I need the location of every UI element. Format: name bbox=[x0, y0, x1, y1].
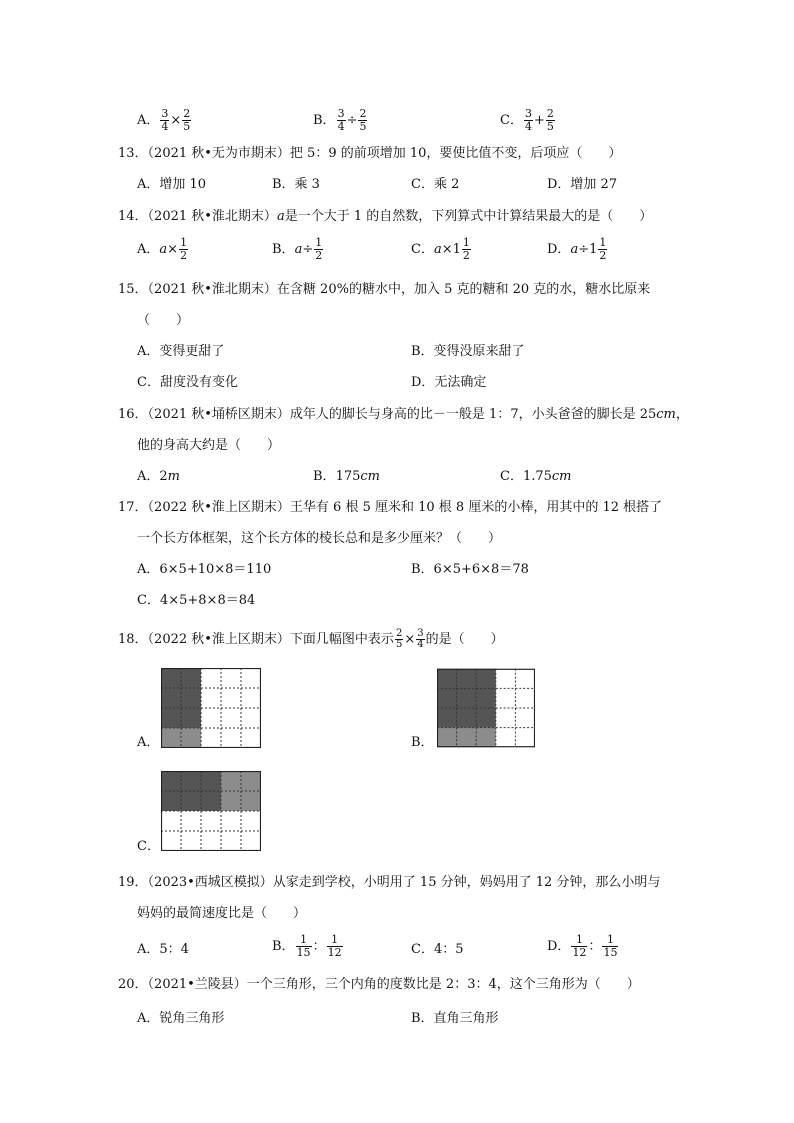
q19-question-line1: 19．（2023•西城区模拟）从家走到学校，小明用了 15 分钟，妈妈用了 12 分钟，那么小明与 bbox=[118, 875, 661, 890]
q18-label-c: C． bbox=[137, 839, 160, 854]
q18-label-b: B． bbox=[411, 735, 434, 750]
q18-figure-c bbox=[161, 771, 261, 851]
q18-question: 18．（2022 秋•淮上区期末）下面几幅图中表示 $\frac{2}{5}$ × $\frac{3}{4}$ 的是（ ） bbox=[118, 628, 504, 650]
q14-question: 14．（2021 秋•淮北期末）a是一个大于 1 的自然数，下列算式中计算结果最大的是（ ） bbox=[118, 209, 653, 224]
q20-option-b: B．直角三角形 bbox=[411, 1011, 499, 1026]
q12-option-a: A． $\frac{3}{4}$ × $\frac{2}{5}$ bbox=[137, 107, 191, 133]
q17-question-line2: 一个长方体框架，这个长方体的棱长总和是多少厘米？（ ） bbox=[137, 531, 502, 546]
q15-question-line2: （ ） bbox=[137, 313, 190, 328]
fig-b-dark-region bbox=[437, 669, 496, 728]
q15-option-c: C．甜度没有变化 bbox=[137, 375, 238, 390]
q18-figure-b bbox=[437, 668, 535, 748]
q18-figure-a bbox=[161, 668, 261, 748]
q13-question: 13．（2021 秋•无为市期末）把 5：9 的前项增加 10，要使比值不变，后项应（ ） bbox=[118, 146, 622, 161]
q16-option-b: B．175cm bbox=[313, 469, 380, 484]
q13-option-c: C．乘 2 bbox=[411, 177, 460, 192]
q14-option-d: D．a÷1 $\frac{1}{2}$ bbox=[547, 236, 607, 262]
q17-option-a: A．6×5+10×8＝110 bbox=[137, 562, 272, 577]
q16-question-line2: 他的身高大约是（ ） bbox=[137, 438, 281, 453]
q14-option-a: A．a× $\frac{1}{2}$ bbox=[137, 236, 188, 262]
q20-question: 20．（2021•兰陵县）一个三角形，三个内角的度数比是 2：3：4，这个三角形为（ ） bbox=[118, 977, 640, 992]
q16-option-a: A．2m bbox=[137, 469, 180, 484]
q17-option-b: B．6×5+6×8＝78 bbox=[411, 562, 529, 577]
q15-option-b: B．变得没原来甜了 bbox=[411, 344, 525, 359]
q17-option-c: C．4×5+8×8＝84 bbox=[137, 593, 256, 608]
q15-question-line1: 15．（2021 秋•淮北期末）在含糖 20%的糖水中，加入 5 克的糖和 20 克的水，糖水比原来 bbox=[118, 282, 651, 297]
q15-option-d: D．无法确定 bbox=[411, 375, 487, 390]
q12-option-c: C． $\frac{3}{4}$ + $\frac{2}{5}$ bbox=[500, 107, 554, 133]
q15-option-a: A．变得更甜了 bbox=[137, 344, 225, 359]
q17-question-line1: 17．（2022 秋•淮上区期末）王华有 6 根 5 厘米和 10 根 8 厘米的小棒，用其中的 12 根搭了 bbox=[118, 500, 663, 515]
fig-b-mid-region bbox=[437, 728, 496, 748]
q13-option-d: D．增加 27 bbox=[547, 177, 618, 192]
q14-option-b: B．a÷ $\frac{1}{2}$ bbox=[272, 236, 323, 262]
q16-option-c: C．1.75cm bbox=[500, 469, 572, 484]
q18-label-a: A． bbox=[137, 735, 160, 750]
q13-option-a: A．增加 10 bbox=[137, 177, 207, 192]
q19-option-b: B． $\frac{1}{15}$ ： $\frac{1}{12}$ bbox=[272, 933, 342, 959]
q19-option-a: A．5：4 bbox=[137, 942, 189, 957]
q16-question-line1: 16．（2021 秋•埇桥区期末）成年人的脚长与身高的比－一般是 1：7，小头爸爸的脚长是 25cm， bbox=[118, 407, 689, 422]
q19-option-c: C．4：5 bbox=[411, 942, 464, 957]
q13-option-b: B．乘 3 bbox=[272, 177, 320, 192]
q19-question-line2: 妈妈的最简速度比是（ ） bbox=[137, 906, 307, 921]
q20-option-a: A．锐角三角形 bbox=[137, 1011, 225, 1026]
q14-option-c: C．a×1 $\frac{1}{2}$ bbox=[411, 236, 470, 262]
q19-option-d: D． $\frac{1}{12}$ ： $\frac{1}{15}$ bbox=[547, 933, 618, 959]
q12-option-b: B． $\frac{3}{4}$ ÷ $\frac{2}{5}$ bbox=[313, 107, 367, 133]
